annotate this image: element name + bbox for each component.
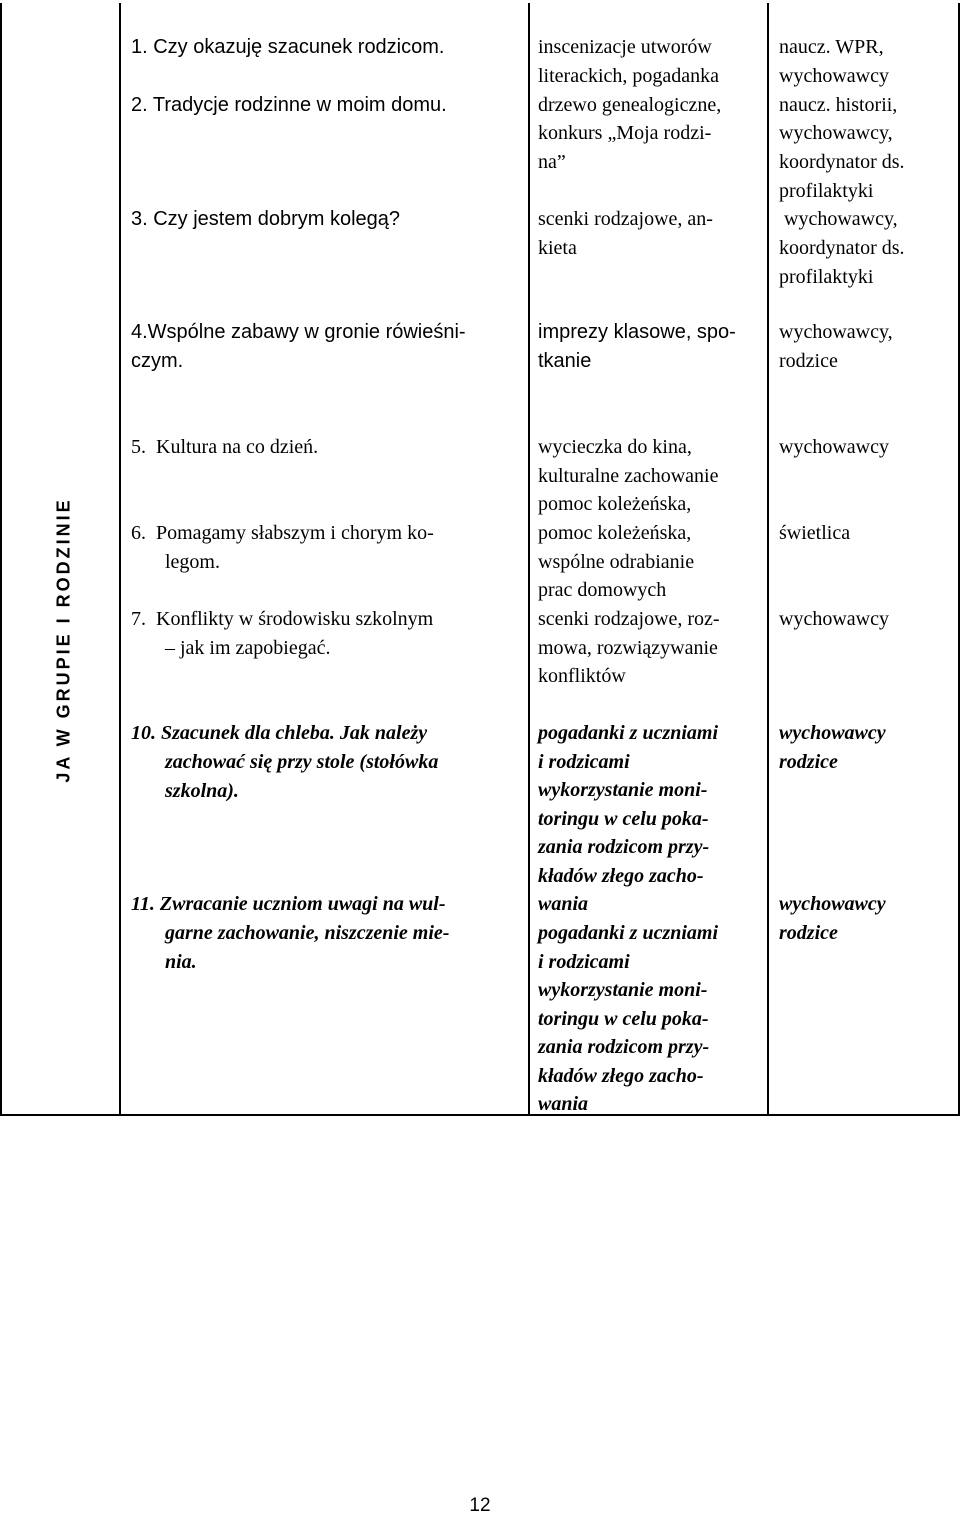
responsible-line: wychowawcy: [779, 436, 889, 458]
form-line: i rodzicami: [538, 751, 630, 773]
form-line: kieta: [538, 237, 577, 259]
form-line: drzewo genealogiczne,: [538, 94, 722, 116]
form-line: wykorzystanie moni-: [538, 779, 708, 801]
table-bottom-border: [0, 1114, 960, 1116]
responsible-line: profilaktyki: [779, 180, 874, 202]
topic-2: 2. Tradycje rodzinne w moim domu.: [131, 94, 447, 116]
form-line: mowa, rozwiązywanie: [538, 637, 718, 659]
column-divider-3: [767, 3, 769, 1116]
topic-7: 7. Konflikty w środowisku szkolnym: [131, 608, 434, 630]
form-line: zania rodzicom przy-: [538, 836, 710, 858]
topic-11-cont: nia.: [165, 951, 197, 973]
form-line: pogadanki z uczniami: [538, 922, 719, 944]
table-border-left: [0, 3, 2, 1116]
topic-6-cont: legom.: [165, 551, 220, 573]
form-line: pomoc koleżeńska,: [538, 493, 692, 515]
responsible-line: rodzice: [779, 350, 838, 372]
form-line: konfliktów: [538, 665, 626, 687]
topic-6: 6. Pomagamy słabszym i chorym ko-: [131, 522, 434, 544]
form-line: scenki rodzajowe, an-: [538, 208, 713, 230]
form-line: pogadanki z uczniami: [538, 722, 719, 744]
responsible-line: koordynator ds.: [779, 151, 905, 173]
topic-4-line1: 4.Wspólne zabawy w gronie rówieśni-: [131, 321, 466, 343]
form-line: wycieczka do kina,: [538, 436, 692, 458]
responsible-line: wychowawcy,: [779, 321, 893, 343]
topic-10: 10. Szacunek dla chleba. Jak należy: [131, 722, 428, 744]
responsible-line: profilaktyki: [779, 266, 874, 288]
responsible-line: wychowawcy: [779, 722, 886, 744]
responsible-line: wychowawcy,: [779, 208, 898, 230]
topic-1: 1. Czy okazuję szacunek rodzicom.: [131, 36, 445, 58]
form-line: na”: [538, 151, 566, 173]
topic-10-cont: szkolna).: [165, 780, 239, 802]
responsible-line: świetlica: [779, 522, 851, 544]
section-label: JA W GRUPIE I RODZINIE: [53, 497, 74, 783]
form-line: inscenizacje utworów: [538, 36, 712, 58]
column-divider-1: [119, 3, 121, 1116]
topic-10-cont: zachować się przy stole (stołówka: [165, 751, 439, 773]
form-line: wspólne odrabianie: [538, 551, 695, 573]
form-line: pomoc koleżeńska,: [538, 522, 692, 544]
responsible-line: naucz. WPR,: [779, 36, 884, 58]
form-line: scenki rodzajowe, roz-: [538, 608, 720, 630]
form-line: kładów złego zacho-: [538, 865, 704, 887]
column-divider-2: [528, 3, 530, 1116]
form-line: imprezy klasowe, spo-: [538, 321, 736, 343]
form-line: prac domowych: [538, 579, 667, 601]
form-line: literackich, pogadanka: [538, 65, 720, 87]
form-line: tkanie: [538, 350, 592, 372]
responsible-line: wychowawcy,: [779, 122, 893, 144]
form-line: kulturalne zachowanie: [538, 465, 719, 487]
topic-11-cont: garne zachowanie, niszczenie mie-: [165, 922, 450, 944]
topic-7-cont: – jak im zapobiegać.: [165, 637, 331, 659]
form-line: toringu w celu poka-: [538, 808, 709, 830]
responsible-line: koordynator ds.: [779, 237, 905, 259]
responsible-line: naucz. historii,: [779, 94, 898, 116]
form-line: wania: [538, 1093, 589, 1115]
responsible-line: wychowawcy: [779, 893, 886, 915]
form-line: toringu w celu poka-: [538, 1008, 709, 1030]
responsible-line: wychowawcy: [779, 65, 889, 87]
topic-3: 3. Czy jestem dobrym kolegą?: [131, 208, 401, 230]
topic-5: 5. Kultura na co dzień.: [131, 436, 319, 458]
form-line: zania rodzicom przy-: [538, 1036, 710, 1058]
topic-11: 11. Zwracanie uczniom uwagi na wul-: [131, 893, 446, 915]
responsible-line: rodzice: [779, 922, 838, 944]
form-line: wania: [538, 893, 589, 915]
responsible-line: wychowawcy: [779, 608, 889, 630]
responsible-line: rodzice: [779, 751, 838, 773]
form-line: konkurs „Moja rodzi-: [538, 122, 712, 144]
page-number: 12: [469, 1495, 491, 1516]
form-line: kładów złego zacho-: [538, 1065, 704, 1087]
form-line: wykorzystanie moni-: [538, 979, 708, 1001]
topic-4-line2: czym.: [131, 350, 184, 372]
form-line: i rodzicami: [538, 951, 630, 973]
